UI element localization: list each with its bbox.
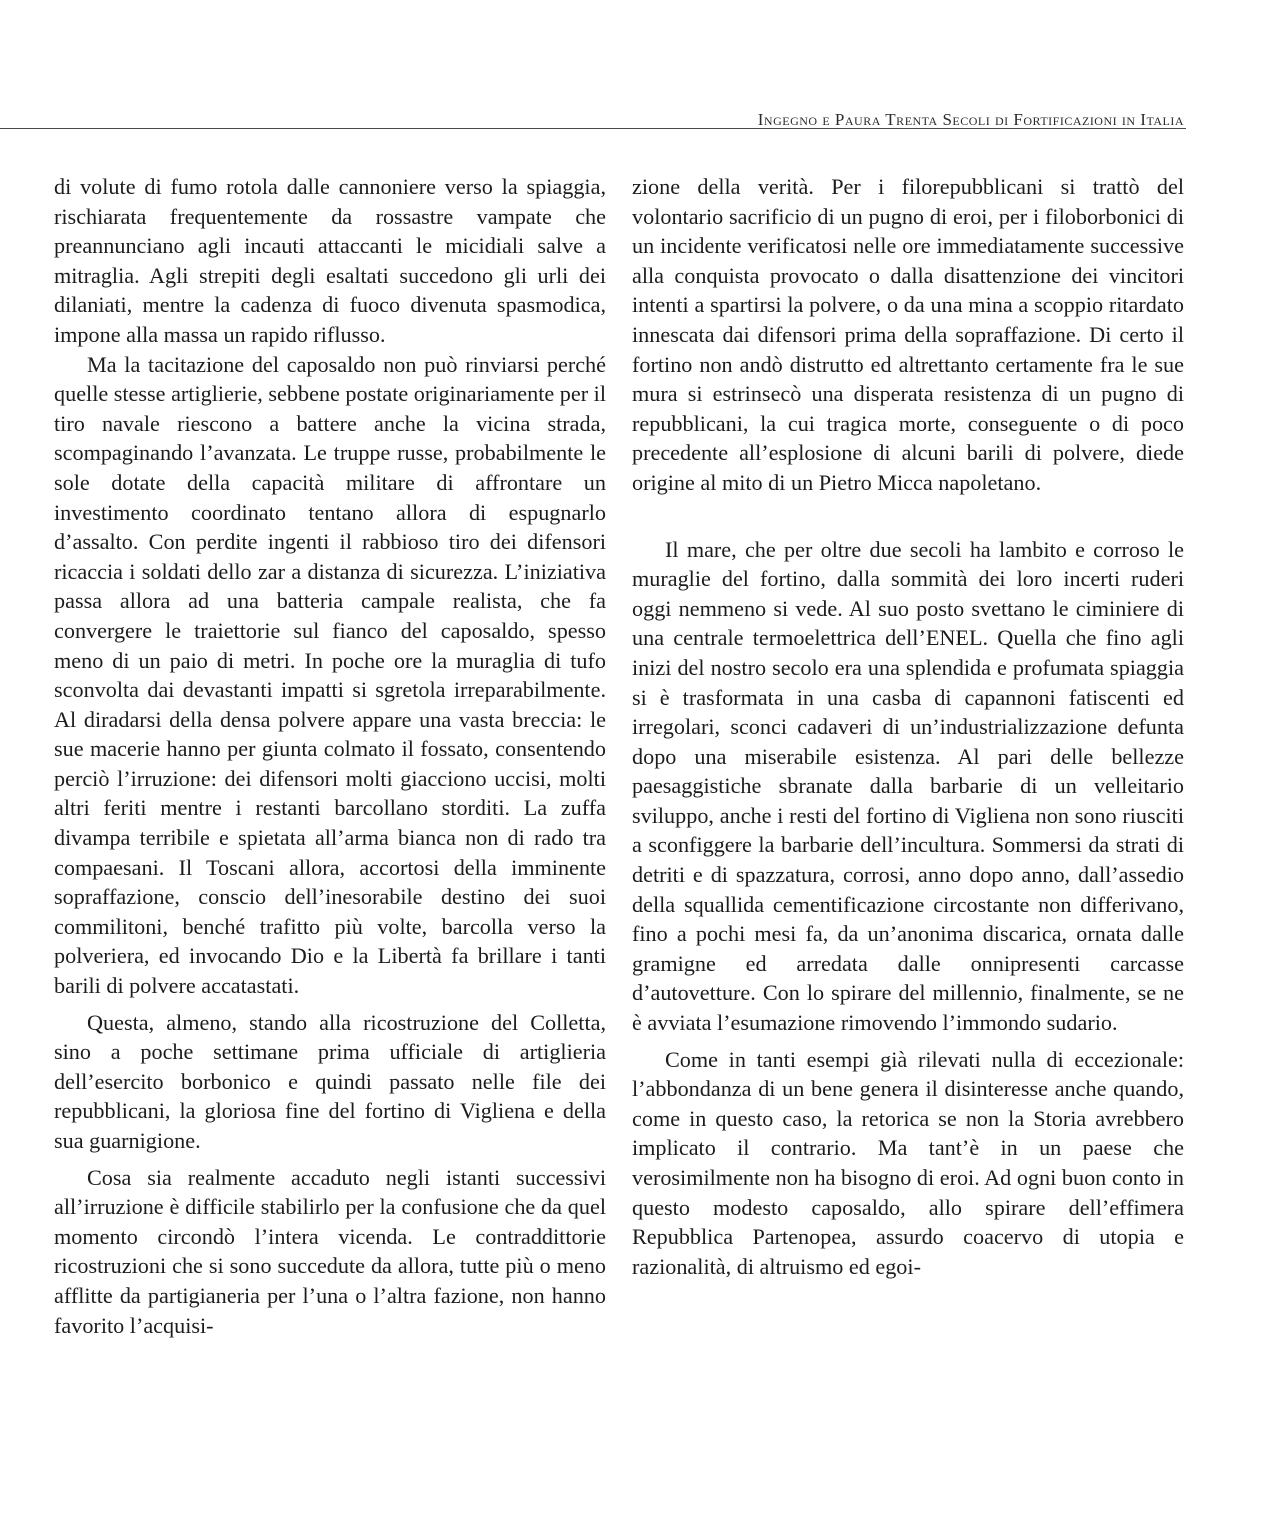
left-paragraph-3: Questa, almeno, stando alla ricostruzione del Colletta, sino a poche settimane prima ufficiale di artiglieria dell’esercito borbonico e quindi passato nelle file dei repubblicani, la gloriosa fine del fortino di Vigliena e della sua guarnigione. bbox=[54, 1009, 606, 1153]
left-column bbox=[54, 172, 606, 1340]
right-paragraph-2: Il mare, che per oltre due secoli ha lambito e corroso le muraglie del fortino, dalla sommità dei loro incerti ruderi oggi nemmeno si vede. Al suo posto svettano le ciminiere di una centrale termoelettrica dell’ENEL. Quella che fino agli inizi del nostro secolo era una splendida e profumata spiaggia si è trasformata in una casba di capannoni fatiscenti ed irregolari, sconci cadaveri di un’industrializzazione defunta dopo una miserabile esistenza. Al pari delle bellezze paesaggistiche sbranate dalla barbarie di un velleitario sviluppo, anche i resti del fortino di Vigliena non sono riusciti a sconfiggere la barbarie dell’incultura. Sommersi da strati di detriti e di spazzatura, corrosi, anno dopo anno, dall’assedio della squallida cementificazione circostante non differivano, fino a pochi mesi fa, da un’anonima discarica, ornata dalle gramigne ed arredata dalle onnipresenti carcasse d’autovetture. Con lo spirare del millennio, finalmente, se ne è avviata l’esumazione rimovendo l’immondo sudario. bbox=[632, 536, 1184, 1036]
left-paragraph-4: Cosa sia realmente accaduto negli istanti successivi all’irruzione è difficile stabilirlo per la confusione che da quel momento circondò l’intera vicenda. Le contraddittorie ricostruzioni che si sono succedute da allora, tutte più o meno afflitte da partigianeria per l’una o l’altra fazione, non hanno favorito l’acquisi- bbox=[54, 1164, 606, 1338]
left-paragraph-1: di volute di fumo rotola dalle cannoniere verso la spiaggia, rischiarata frequentemente da rossastre vampate che preannunciano agli incauti attaccanti le micidiali salve a mitraglia. Agli strepiti degli esaltati succedono gli urli dei dilaniati, mentre la cadenza di fuoco divenuta spasmodica, impone alla massa un rapido riflusso. bbox=[54, 174, 606, 347]
right-paragraph-1: zione della verità. Per i filorepubblicani si trattò del volontario sacrificio di un pugno di eroi, per i filoborbonici di un incidente verificatosi nelle ore immediatamente successive alla conquista provocato o dalla disattenzione dei vincitori intenti a spartirsi la polvere, o da una mina a scoppio ritardato innescata dai difensori prima della sopraffazione. Di certo il fortino non andò distrutto ed altrettanto certamente fra le sue mura si estrinsecò una disperata resistenza di un pugno di repubblicani, la cui tragica morte, conseguente o di poco precedente all’esplosione di alcuni barili di polvere, diede origine al mito di un Pietro Micca napoletano. bbox=[632, 174, 1184, 495]
right-paragraph-3: Come in tanti esempi già rilevati nulla di eccezionale: l’abbondanza di un bene genera il disinteresse anche quando, come in questo caso, la retorica se non la Storia avrebbero implicato il contrario. Ma tant’è in un paese che verosimilmente non ha bisogno di eroi. Ad ogni buon conto in questo modesto caposaldo, allo spirare dell’effimera Repubblica Partenopea, assurdo coacervo di utopia e razionalità, di altruismo ed egoi- bbox=[632, 1046, 1184, 1279]
right-column bbox=[632, 172, 1184, 1281]
running-title: Ingegno e Paura Trenta Secoli di Fortificazioni in Italia bbox=[757, 110, 1184, 129]
left-paragraph-2: Ma la tacitazione del caposaldo non può rinviarsi perché quelle stesse artiglierie, sebbene postate originariamente per il tiro navale riescono a battere anche la vicina strada, scompaginando l’avanzata. Le truppe russe, probabilmente le sole dotate della capacità militare di affrontare un investimento coordinato tentano allora di espugnarlo d’assalto. Con perdite ingenti il rabbioso tiro dei difensori ricaccia i soldati dello zar a distanza di sicurezza. L’iniziativa passa allora ad una batteria campale realista, che fa convergere le traiettorie sul fianco del caposaldo, spesso meno di un paio di metri. In poche ore la muraglia di tufo sconvolta dai devastanti impatti si sgretola irreparabilmente. Al diradarsi della densa polvere appare una vasta breccia: le sue macerie hanno per giunta colmato il fossato, consentendo perciò l’irruzione: dei difensori molti giacciono uccisi, molti altri feriti mentre i restanti barcollano storditi. La zuffa divampa terribile e spietata all’arma bianca non di rado tra compaesani. Il Toscani allora, accortosi della imminente sopraffazione, conscio dell’inesorabile destino dei suoi commilitoni, benché trafitto più volte, barcolla verso la polveriera, ed invocando Dio e la Libertà fa brillare i tanti barili di polvere accatastati. bbox=[54, 351, 607, 999]
